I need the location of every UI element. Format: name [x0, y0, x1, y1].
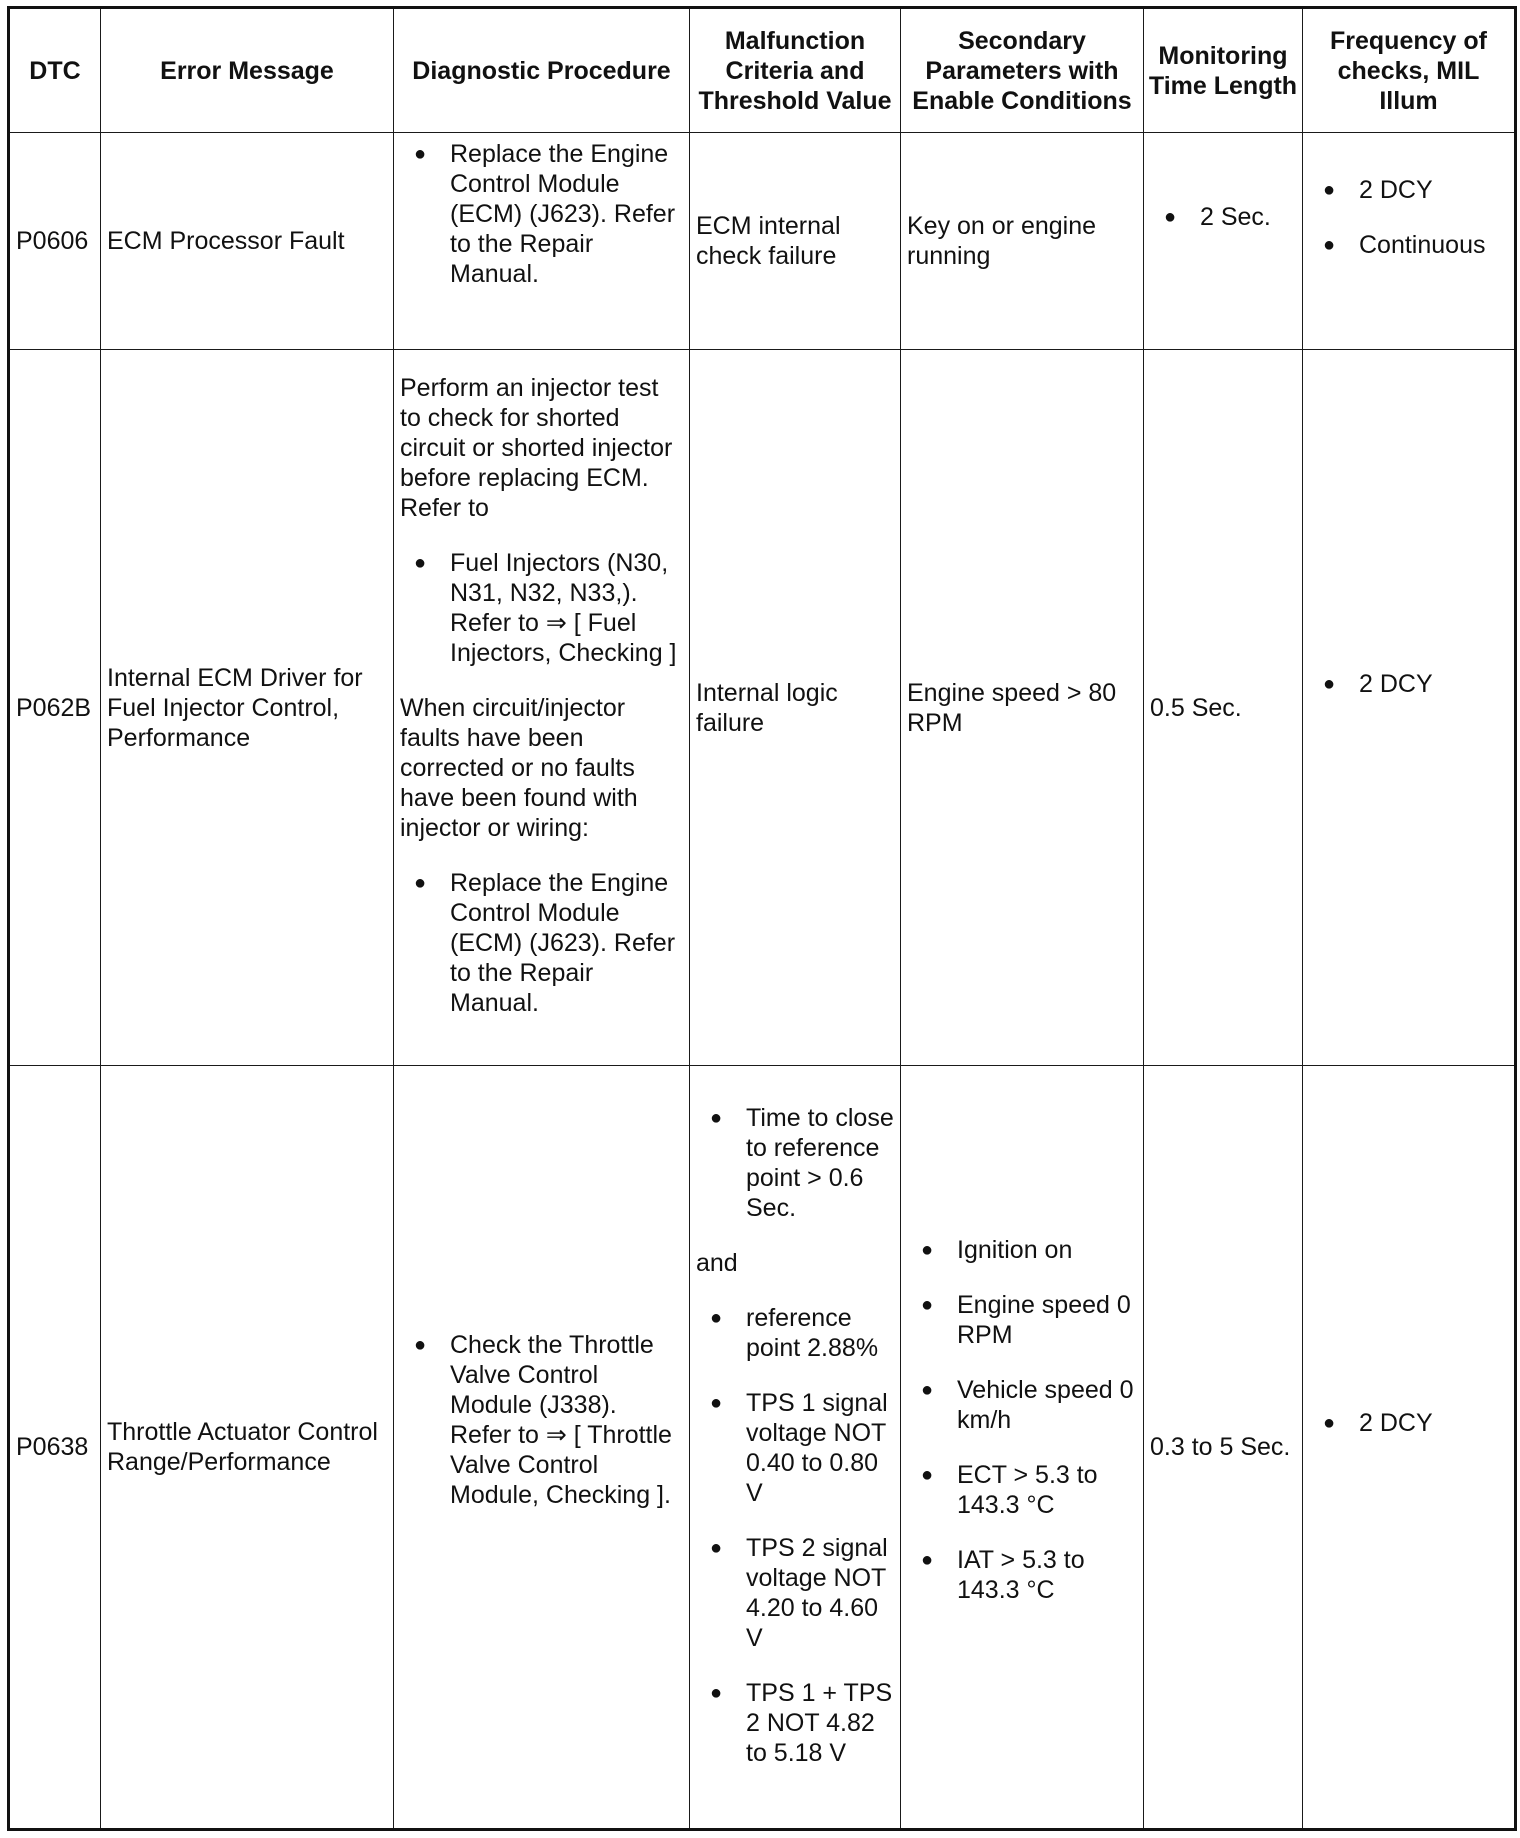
list-item: ● 2 Sec. — [1150, 202, 1296, 232]
header-dtc: DTC — [9, 8, 101, 133]
cell-malfunction-criteria: Internal logic failure — [690, 350, 901, 1066]
table-row — [9, 1066, 1516, 1830]
frequency-list — [1309, 1408, 1508, 1438]
cell-malfunction-criteria — [690, 1066, 901, 1830]
malfunction-joiner: and — [696, 1248, 738, 1277]
cell-error-message: ECM Processor Fault — [101, 133, 394, 350]
header-monitoring-time: Monitoring Time Length — [1144, 8, 1303, 133]
list-item: ● 2 DCY — [1309, 669, 1508, 699]
list-item: ● TPS 1 + TPS 2 NOT 4.82 to 5.18 V — [696, 1678, 894, 1768]
cell-secondary-parameters: Engine speed > 80 RPM — [901, 350, 1144, 1066]
secondary-list — [907, 1235, 1137, 1605]
cell-error-message: Throttle Actuator Control Range/Performance — [101, 1066, 394, 1830]
table-row — [9, 350, 1516, 1066]
cell-dtc: P0606 — [9, 133, 101, 350]
list-item: ● Time to close to reference point > 0.6 Sec. — [696, 1103, 894, 1223]
cell-frequency — [1303, 1066, 1516, 1830]
cell-secondary-parameters — [901, 1066, 1144, 1830]
header-malfunction-criteria: Malfunction Criteria and Threshold Value — [690, 8, 901, 133]
header-diagnostic-procedure: Diagnostic Procedure — [394, 8, 690, 133]
list-item: ● 2 DCY — [1309, 1408, 1508, 1438]
monitoring-list — [1150, 202, 1296, 232]
table-row — [9, 133, 1516, 350]
frequency-list — [1309, 669, 1508, 699]
cell-diagnostic-procedure — [394, 133, 690, 350]
list-item: ● IAT > 5.3 to 143.3 °C — [907, 1545, 1137, 1605]
list-item: ● Replace the Engine Control Module (ECM) (J623). Refer to the Repair Manual. — [400, 139, 683, 289]
list-item: ● TPS 1 signal voltage NOT 0.40 to 0.80 V — [696, 1388, 894, 1508]
malfunction-list — [696, 1303, 894, 1768]
header-row — [9, 8, 1516, 133]
list-item: ● Check the Throttle Valve Control Module (J338). Refer to ⇒ [ Throttle Valve Control Module, Checking ]. — [400, 1330, 683, 1510]
header-frequency: Frequency of checks, MIL Illum — [1303, 8, 1516, 133]
cell-frequency — [1303, 350, 1516, 1066]
procedure-list — [400, 139, 683, 289]
cell-secondary-parameters: Key on or engine running — [901, 133, 1144, 350]
cell-frequency — [1303, 133, 1516, 350]
cell-diagnostic-procedure — [394, 350, 690, 1066]
list-item: ● 2 DCY — [1309, 175, 1508, 205]
cell-dtc: P062B — [9, 350, 101, 1066]
procedure-intro: Perform an injector test to check for shorted circuit or shorted injector before replacing ECM. Refer to — [400, 374, 673, 522]
cell-error-message: Internal ECM Driver for Fuel Injector Control, Performance — [101, 350, 394, 1066]
cell-diagnostic-procedure — [394, 1066, 690, 1830]
procedure-list — [400, 1330, 683, 1510]
cell-malfunction-criteria: ECM internal check failure — [690, 133, 901, 350]
cell-monitoring-time: 0.3 to 5 Sec. — [1144, 1066, 1303, 1830]
header-secondary-parameters: Secondary Parameters with Enable Conditions — [901, 8, 1144, 133]
cell-monitoring-time: 0.5 Sec. — [1144, 350, 1303, 1066]
dtc-table — [7, 6, 1517, 1831]
header-error-message: Error Message — [101, 8, 394, 133]
procedure-list — [400, 868, 683, 1018]
list-item: ● Vehicle speed 0 km/h — [907, 1375, 1137, 1435]
malfunction-list — [696, 1103, 894, 1223]
cell-monitoring-time — [1144, 133, 1303, 350]
procedure-middle: When circuit/injector faults have been corrected or no faults have been found with injector or wiring: — [400, 694, 638, 842]
list-item: ● reference point 2.88% — [696, 1303, 894, 1363]
list-item: ● Engine speed 0 RPM — [907, 1290, 1137, 1350]
list-item: ● Replace the Engine Control Module (ECM) (J623). Refer to the Repair Manual. — [400, 868, 683, 1018]
cell-dtc: P0638 — [9, 1066, 101, 1830]
procedure-list — [400, 548, 683, 668]
list-item: ● Fuel Injectors (N30, N31, N32, N33,). Refer to ⇒ [ Fuel Injectors, Checking ] — [400, 548, 683, 668]
list-item: ● Ignition on — [907, 1235, 1137, 1265]
frequency-list — [1309, 175, 1508, 260]
list-item: ● ECT > 5.3 to 143.3 °C — [907, 1460, 1137, 1520]
list-item: ● Continuous — [1309, 230, 1508, 260]
list-item: ● TPS 2 signal voltage NOT 4.20 to 4.60 V — [696, 1533, 894, 1653]
